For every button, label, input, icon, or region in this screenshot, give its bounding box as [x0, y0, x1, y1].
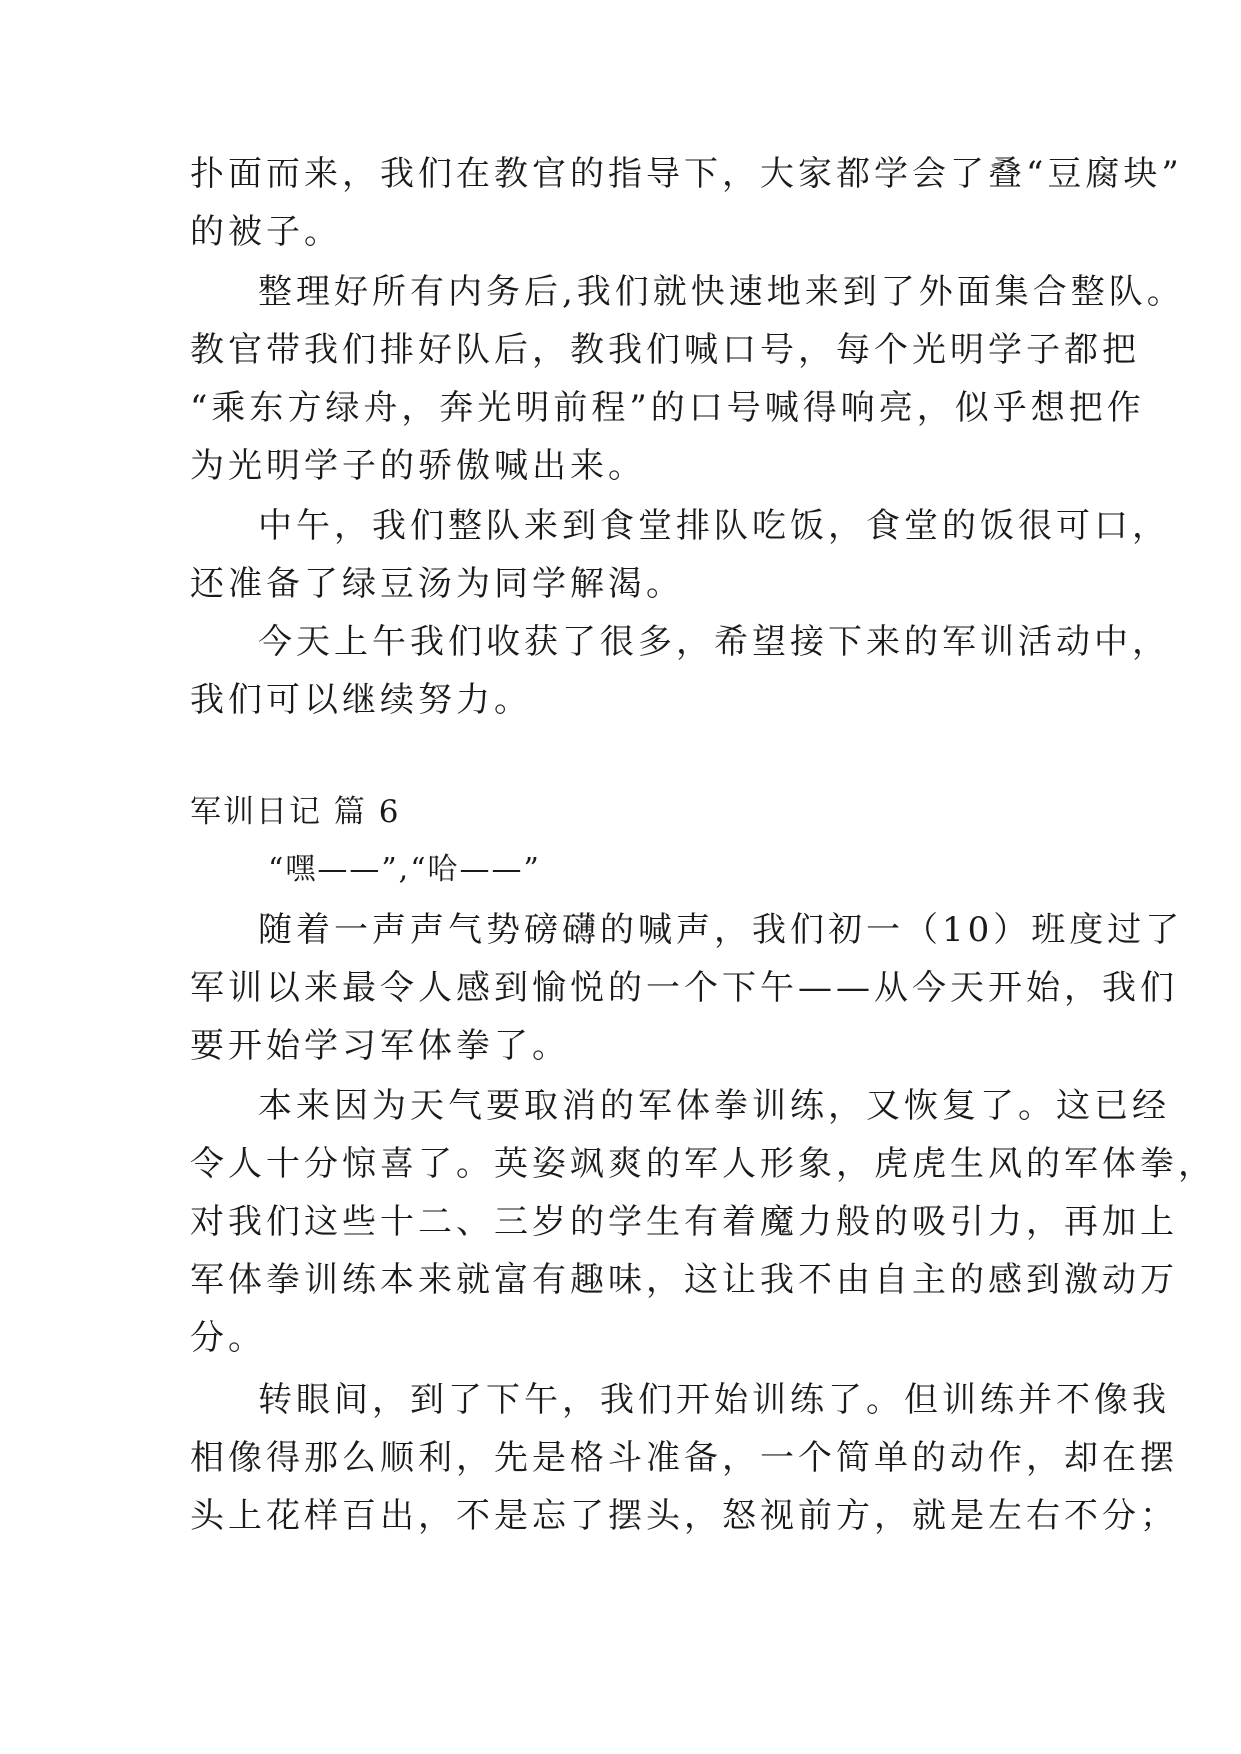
text-line: 对我们这些十二、三岁的学生有着魔力般的吸引力，再加上: [190, 1202, 1178, 1242]
text-line: 我们可以继续努力。: [190, 680, 532, 720]
text-line: 为光明学子的骄傲喊出来。: [190, 446, 646, 486]
text-line: 随着一声声气势磅礴的喊声，我们初一（10）班度过了: [258, 910, 1184, 950]
text-line: 扑面而来，我们在教官的指导下，大家都学会了叠“豆腐块”: [190, 154, 1183, 194]
text-line: 转眼间，到了下午，我们开始训练了。但训练并不像我: [258, 1380, 1170, 1420]
section-subtitle: “嘿——”,“哈——”: [268, 852, 541, 887]
text-line: 军体拳训练本来就富有趣味，这让我不由自主的感到激动万: [190, 1260, 1178, 1300]
text-line: 头上花样百出，不是忘了摆头，怒视前方，就是左右不分；: [190, 1496, 1178, 1536]
text-line: 分。: [190, 1318, 266, 1358]
text-line: 整理好所有内务后,我们就快速地来到了外面集合整队。: [258, 272, 1185, 312]
text-line: 本来因为天气要取消的军体拳训练，又恢复了。这已经: [258, 1086, 1170, 1126]
text-line: 还准备了绿豆汤为同学解渴。: [190, 564, 684, 604]
text-line: “乘东方绿舟，奔光明前程”的口号喊得响亮，似乎想把作: [190, 388, 1145, 428]
text-line: 今天上午我们收获了很多，希望接下来的军训活动中，: [258, 622, 1170, 662]
text-line: 要开始学习军体拳了。: [190, 1026, 570, 1066]
text-line: 中午，我们整队来到食堂排队吃饭，食堂的饭很可口，: [258, 506, 1170, 546]
text-line: 军训以来最令人感到愉悦的一个下午——从今天开始，我们: [190, 968, 1178, 1008]
text-line: 的被子。: [190, 212, 342, 252]
text-line: 教官带我们排好队后，教我们喊口号，每个光明学子都把: [190, 330, 1140, 370]
section-title: 军训日记 篇 6: [190, 794, 401, 830]
text-line: 相像得那么顺利，先是格斗准备，一个简单的动作，却在摆: [190, 1438, 1178, 1478]
text-line: 令人十分惊喜了。英姿飒爽的军人形象，虎虎生风的军体拳，: [190, 1144, 1216, 1184]
